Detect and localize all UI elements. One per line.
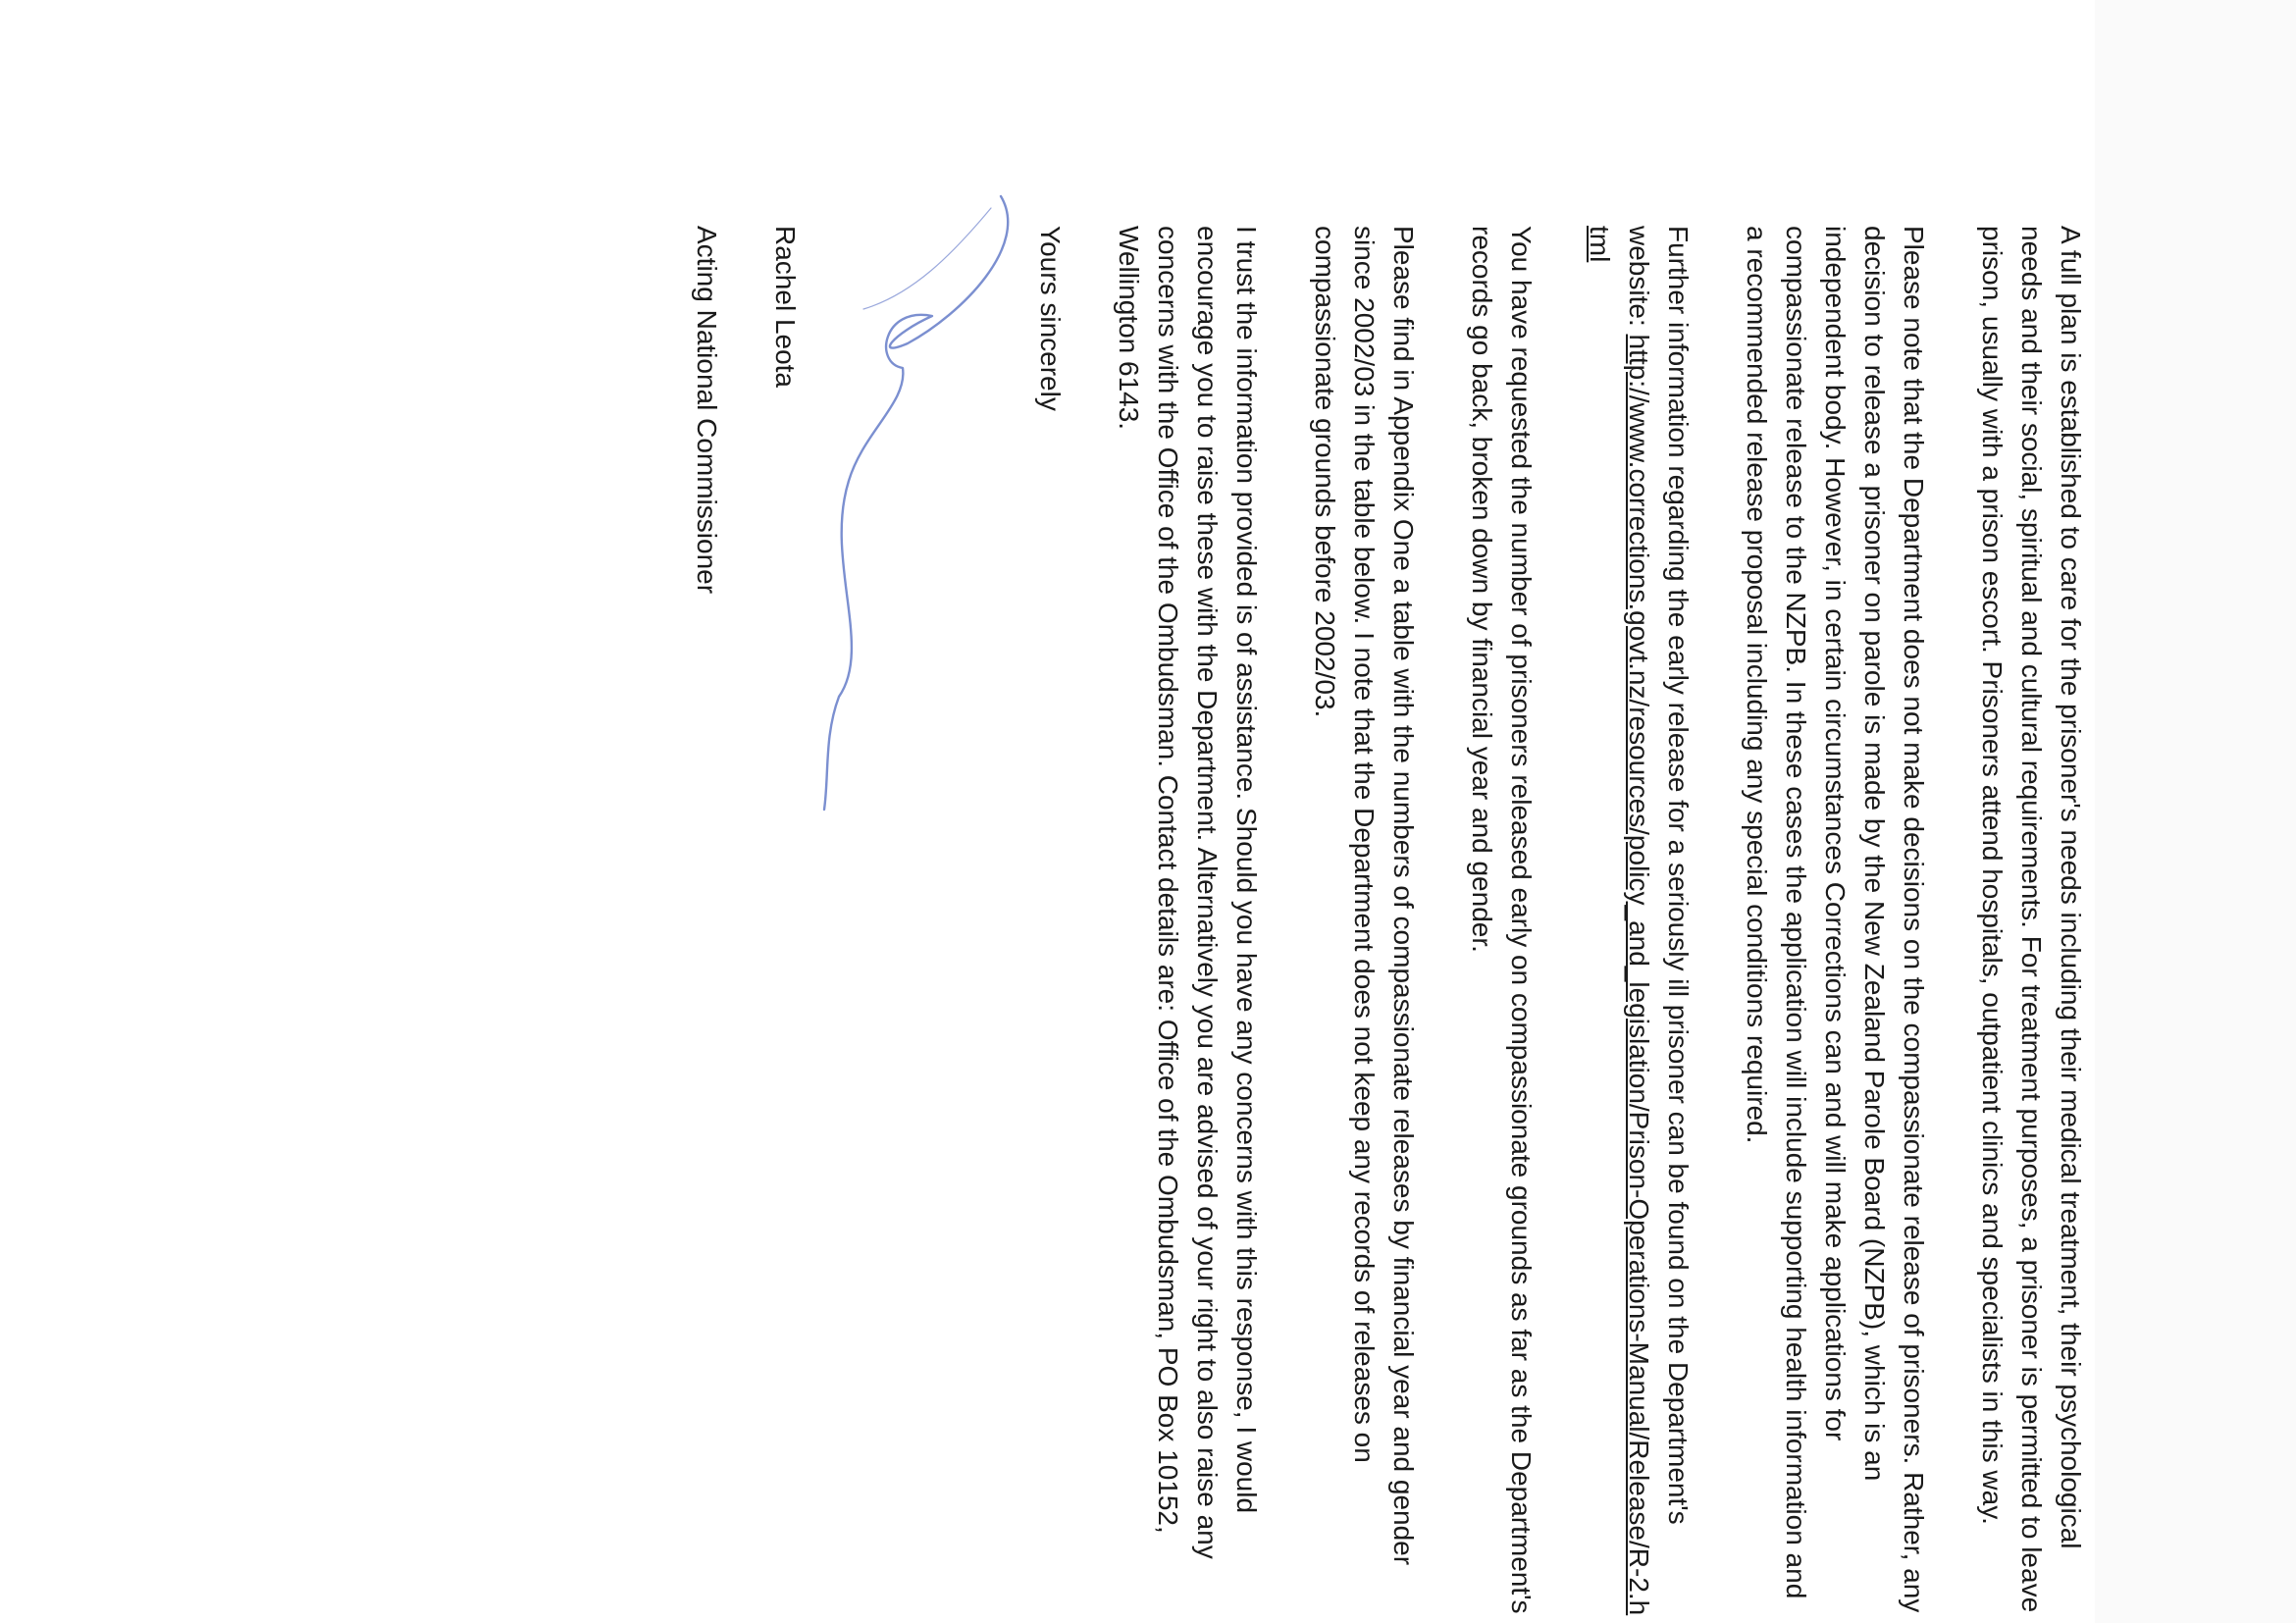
corrections-policy-link[interactable]: http://www.corrections.govt.nz/resources/policy_and_legislation/Prison-Operations-Manual/Release/R-2.html (1585, 226, 1654, 1616)
signatory-name: Rachel Leota (770, 226, 801, 389)
paragraph-ombudsman: I trust the information provided is of assistance. Should you have any concerns with this response, I would encourage you to raise these with the Department. Alternatively you are advised of your right to also raise any concerns with the Office of the Ombudsman. Contact details are: Office of the Ombudsman, PO Box 10152, Wellington 6143. (1114, 226, 1262, 1559)
scan-edge-shading (2095, 0, 2296, 1623)
website-intro: Further information regarding the early release for a seriously ill prisoner can be found on the Department's website: (1624, 226, 1694, 1525)
signature-block (805, 226, 991, 1619)
letter-page (461, 226, 2090, 1619)
signatory-title: Acting National Commissioner (692, 226, 722, 595)
paragraph-nzpb-decision: Please note that the Department does not make decisions on the compassionate release of prisoners. Rather, any decision to release a prisoner on parole is made by the New Zealand Parole Board (NZPB), which is an independent body. However, in certain circumstances Corrections can and will make applications for compassionate release to the NZPB. In these cases the application will include supporting health information and a recommended release proposal including any special conditions required. (1742, 226, 1929, 1613)
paragraph-appendix: Please find in Appendix One a table with the numbers of compassionate releases by financial year and gender since 2002/03 in the table below. I note that the Department does not keep any records of releases on compassionate grounds before 2002/03. (1310, 226, 1419, 1566)
handwritten-signature (795, 186, 1020, 824)
paragraph-website (1580, 226, 1697, 1619)
paragraph-treatment-plan: A full plan is established to care for the prisoner's needs including their medical treatment, their psychological needs and their social, spiritual and cultural requirements. For treatment purposes, a prisoner is permitted to leave prison, usually with a prison escort. Prisoners attend hospitals, outpatient clinics and specialists in this way. (1977, 226, 2086, 1613)
paragraph-request: You have requested the number of prisoners released early on compassionate grounds as far as the Department's records go back, broken down by financial year and gender. (1467, 226, 1537, 1614)
closing-salutation: Yours sincerely (1035, 226, 1066, 411)
